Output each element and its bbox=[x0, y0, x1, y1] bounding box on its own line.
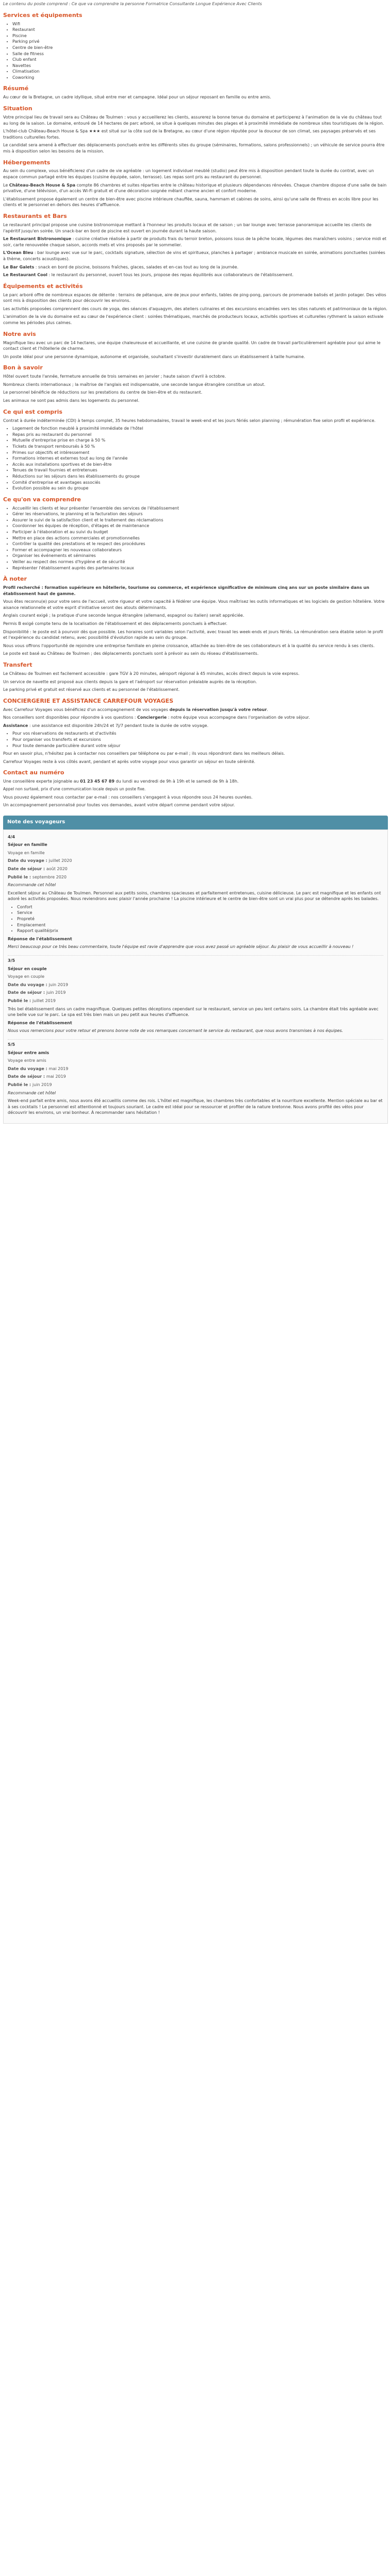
note-entry bbox=[8, 832, 383, 956]
mission-section bbox=[3, 496, 388, 571]
note-rating: 5/5 bbox=[8, 1042, 15, 1047]
note-value: juillet 2019 bbox=[32, 998, 56, 1003]
text-span: : cuisine créative réalisée à partir de produits frais du terroir breton, poissons issus de la pêche locale, légumes des maraîchers voisins ; service midi et soir, carte renouvelée chaque saison, accords mets et vins proposés par le sommelier. bbox=[3, 236, 387, 247]
review-text-1: Magnifique lieu avec un parc de 14 hectares, une équipe chaleureuse et accueillante, et une cuisine de grande qualité. Un cadre de travail particulièrement agréable pour qui aime le contact client et l'hôtellerie de charme. bbox=[3, 340, 381, 351]
situation-text-1: Votre principal lieu de travail sera au Château de Toulmen : vous y accueillerez les clients, assurerez la bonne tenue du domaine et participerez à l'animation de la vie du château tout au long de la saison. Le domaine, entouré de 14 hectares de parc arboré, se situe à quelques minutes des plages et à proximité immédiate de nombreux sites touristiques de la région. bbox=[3, 114, 384, 126]
note-text: Week-end parfait entre amis, nous avons été accueillis comme des rois. L'hôtel est magnifique, les chambres très confortables et la nourriture excellente. Mention spéciale au bar et à ses cocktails ! Le personnel est attentionné et toujours souriant. Le cadre est idéal pour se ressourcer et profiter de la nature bretonne. Nous avons profité des vélos pour découvrir les environs, un vrai bonheur. À recommander sans hésitation ! bbox=[8, 1098, 383, 1115]
note-reply-title: Réponse de l'établissement bbox=[8, 936, 72, 941]
equipment-section bbox=[3, 282, 388, 326]
list-item: • Navettes bbox=[12, 63, 388, 69]
text-emphasis: depuis la réservation jusqu'à votre retour bbox=[169, 707, 267, 712]
restaurants-text-2 bbox=[3, 236, 388, 248]
text-span: du lundi au vendredi de 9h à 19h et le samedi de 9h à 18h. bbox=[114, 779, 239, 784]
mission-list bbox=[3, 505, 388, 571]
notes-section bbox=[3, 816, 388, 1124]
note-label: Publié le : bbox=[8, 1082, 32, 1087]
concierge-text-2 bbox=[3, 715, 388, 721]
review-heading: Notre avis bbox=[3, 330, 36, 337]
note-title: Séjour en famille bbox=[8, 842, 47, 848]
list-item: • Formations internes et externes tout au long de l'année bbox=[12, 455, 388, 462]
summary-section bbox=[3, 84, 388, 100]
list-item: • Accueillir les clients et leur présenter l'ensemble des services de l'établissement bbox=[12, 505, 388, 512]
notes-body bbox=[3, 829, 388, 1124]
list-item: • Pour organiser vos transferts et excursions bbox=[12, 737, 388, 743]
list-item: • Pour toute demande particulière durant votre séjour bbox=[12, 743, 388, 749]
list-item: • Propreté bbox=[17, 916, 383, 922]
note-text: Très bel établissement dans un cadre magnifique. Quelques petites déceptions cependant sur le restaurant, service un peu lent certains soirs. La chambre était très agréable avec une belle vue sur le parc. Le spa est très bien mais un peu petit aux heures d'affluence. bbox=[8, 1006, 379, 1018]
note-reply-title: Réponse de l'établissement bbox=[8, 1020, 72, 1025]
housing-heading: Hébergements bbox=[3, 159, 51, 166]
restaurant-name: Le Restaurant Cool bbox=[3, 273, 47, 278]
mission-heading: Ce qu'on va comprendre bbox=[3, 496, 81, 503]
concierge-heading: CONCIERGERIE ET ASSISTANCE CARREFOUR VOYAGES bbox=[3, 697, 174, 704]
housing-section bbox=[3, 159, 388, 209]
list-item: • Pour vos réservations de restaurants et d'activités bbox=[12, 731, 388, 737]
list-item: • Gérer les réservations, le planning et la facturation des séjours bbox=[12, 511, 388, 517]
restaurants-heading: Restaurants et Bars bbox=[3, 213, 67, 219]
list-item: • Emplacement bbox=[17, 922, 383, 928]
text-span: compte 86 chambres et suites réparties entre le château historique et plusieurs dépendances rénovées. Chaque chambre dispose d'une salle de bain privative, d'une télévision, d'un accès Wi-Fi gratuit et d'une décoration soignée mêlant charme ancien et confort moderne. bbox=[3, 182, 387, 194]
note-rating: 4/4 bbox=[8, 834, 15, 839]
restaurant-name: Le Bar Galets bbox=[3, 264, 35, 269]
intro-text: Le contenu du poste comprend : Ce que va comprendre la personne Formatrice Consultante Longue Expérience Avec Clients bbox=[3, 2, 262, 6]
note-recommend: Recommande cet hôtel bbox=[8, 883, 56, 888]
concierge-text-5: Carrefour Voyages reste à vos côtés avant, pendant et après votre voyage pour vous garantir un séjour en toute sérénité. bbox=[3, 759, 255, 764]
list-item: • Piscine bbox=[12, 33, 388, 39]
profile-text-3: Anglais courant exigé ; la pratique d'une seconde langue étrangère (allemand, espagnol ou italien) serait appréciée. bbox=[3, 613, 245, 618]
services-heading: Services et équipements bbox=[3, 11, 83, 19]
note-trip-date bbox=[8, 982, 383, 988]
note-value: septembre 2020 bbox=[32, 874, 67, 879]
good-to-know-text-4: Les animaux ne sont pas admis dans les logements du personnel. bbox=[3, 398, 140, 403]
list-item: • Service bbox=[17, 910, 383, 916]
list-item: • Évolution possible au sein du groupe bbox=[12, 485, 388, 492]
included-heading: Ce qui est compris bbox=[3, 408, 62, 415]
list-item: • Tenues de travail fournies et entretenues bbox=[12, 467, 388, 473]
list-item: • Mutuelle d'entreprise prise en charge à 50 % bbox=[12, 437, 388, 444]
note-value: août 2020 bbox=[46, 866, 68, 871]
concierge-text-1 bbox=[3, 707, 388, 713]
good-to-know-text-2: Nombreux clients internationaux ; la maîtrise de l'anglais est indispensable, une seconde langue étrangère constitue un atout. bbox=[3, 382, 266, 387]
notes-banner: Note des voyageurs bbox=[3, 816, 388, 829]
equipment-text-3: L'animation de la vie du domaine est au cœur de l'expérience client : soirées thématiques, marchés de producteurs locaux, activités sportives et culturelles rythment la saison estivale comme les périodes plus calmes. bbox=[3, 314, 384, 325]
note-reply: Nous vous remercions pour votre retour et prenons bonne note de vos remarques concernant le service du restaurant, que nous avons transmises à nos équipes. bbox=[8, 1028, 344, 1033]
equipment-text-1: Le parc arboré offre de nombreux espaces de détente : terrains de pétanque, aire de jeux pour enfants, tables de ping-pong, parcours de promenade balisés et jardin potager. Des vélos sont mis à disposition des clients pour découvrir les environs. bbox=[3, 292, 386, 303]
list-item: • Organiser les événements et séminaires bbox=[12, 553, 388, 559]
profile-text-1: Profil recherché : formation supérieure en hôtellerie, tourisme ou commerce, et expérience significative de minimum cinq ans sur un poste similaire dans un établissement haut de gamme. bbox=[3, 585, 369, 596]
note-scores bbox=[8, 904, 383, 934]
concierge-text-3 bbox=[3, 723, 388, 729]
list-item: • Coworking bbox=[12, 75, 388, 81]
list-item: • Wifi bbox=[12, 21, 388, 27]
list-item: • Participer à l'élaboration et au suivi du budget bbox=[12, 529, 388, 535]
note-published bbox=[8, 874, 383, 880]
note-label: Date de séjour : bbox=[8, 990, 46, 995]
list-item: • Mettre en place des actions commerciales et promotionnelles bbox=[12, 535, 388, 541]
note-trip-date bbox=[8, 858, 383, 864]
contact-text-3: Vous pouvez également nous contacter par e-mail : nos conseillers s'engagent à vous répondre sous 24 heures ouvrées. bbox=[3, 794, 253, 800]
list-item: • Centre de bien-être bbox=[12, 45, 388, 51]
note-text: Excellent séjour au Château de Toulmen. Personnel aux petits soins, chambres spacieuses et parfaitement entretenues, cuisine délicieuse. Le parc est magnifique et les enfants ont adoré les activités proposées. Nous reviendrons avec plaisir l'année prochaine ! La piscine intérieure et le centre de bien-être sont un vrai plus pour se détendre après les balades. bbox=[8, 890, 381, 902]
text-span: Nos conseillers sont disponibles pour répondre à vos questions : bbox=[3, 715, 138, 720]
text-span: Une conseillère experte joignable au bbox=[3, 779, 80, 784]
text-span: L'hôtel-club Château-Beach House & Spa bbox=[3, 129, 89, 134]
note-value: juin 2019 bbox=[46, 990, 66, 995]
good-to-know-heading: Bon à savoir bbox=[3, 364, 43, 371]
star-rating: ★★★ bbox=[89, 129, 101, 134]
page bbox=[0, 0, 391, 1131]
profile-section bbox=[3, 575, 388, 657]
services-section bbox=[3, 11, 388, 81]
list-item: • Coordonner les équipes de réception, d'étages et de maintenance bbox=[12, 523, 388, 529]
restaurants-text-4 bbox=[3, 264, 388, 270]
text-span: : une assistance est disponible 24h/24 et 7j/7 pendant toute la durée de votre voyage. bbox=[28, 723, 208, 728]
review-section bbox=[3, 330, 388, 360]
note-title: Séjour entre amis bbox=[8, 1050, 50, 1055]
list-item: • Comité d'entreprise et avantages associés bbox=[12, 480, 388, 486]
concierge-list bbox=[3, 731, 388, 749]
summary-text: Au cœur de la Bretagne, un cadre idyllique, situé entre mer et campagne. Idéal pour un séjour reposant en famille ou entre amis. bbox=[3, 95, 271, 100]
list-item: • Contrôler la qualité des prestations et le respect des procédures bbox=[12, 541, 388, 547]
list-item: • Salle de fitness bbox=[12, 51, 388, 57]
note-stay-date bbox=[8, 990, 383, 996]
text-span: Le bbox=[3, 182, 9, 188]
review-text-2: Un poste idéal pour une personne dynamique, autonome et organisée, souhaitant s'investir durablement dans un établissement à taille humaine. bbox=[3, 354, 305, 359]
restaurants-section bbox=[3, 212, 388, 278]
included-section bbox=[3, 408, 388, 492]
transfer-text-2: Un service de navette est proposé aux clients depuis la gare et l'aéroport sur réservation préalable auprès de la réception. bbox=[3, 679, 257, 684]
list-item: • Rapport qualité/prix bbox=[17, 928, 383, 934]
note-value: juin 2019 bbox=[32, 1082, 52, 1087]
hotel-name: Château-Beach House & Spa bbox=[9, 182, 76, 188]
note-traveler: Voyage entre amis bbox=[8, 1058, 46, 1063]
restaurant-name: L'Ocean Bleu bbox=[3, 250, 34, 256]
housing-text-3: L'établissement propose également un centre de bien-être avec piscine intérieure chauffée, sauna, hammam et cabines de soins, ainsi qu'une salle de fitness en accès libre pour les clients et le personnel en dehors des heures d'affluence. bbox=[3, 196, 379, 208]
note-recommend: Recommande cet hôtel bbox=[8, 1090, 56, 1095]
restaurants-text-3 bbox=[3, 250, 388, 262]
good-to-know-text-1: Hôtel ouvert toute l'année, fermeture annuelle de trois semaines en janvier ; haute saison d'avril à octobre. bbox=[3, 374, 226, 379]
note-label: Date du voyage : bbox=[8, 982, 49, 987]
contact-heading: Contact au numéro bbox=[3, 769, 64, 776]
housing-text-1: Au sein du complexe, vous bénéficierez d'un cadre de vie agréable : un logement individuel meublé (studio) peut être mis à disposition pendant toute la durée du contrat, avec un espace commun partagé entre les équipes (cuisine équipée, salon, terrasse). Les repas sont pris au restaurant du personnel. bbox=[3, 168, 374, 180]
list-item: • Former et accompagner les nouveaux collaborateurs bbox=[12, 547, 388, 553]
note-value: mai 2019 bbox=[46, 1074, 66, 1079]
situation-heading: Situation bbox=[3, 105, 32, 112]
list-item: • Climatisation bbox=[12, 69, 388, 75]
text-emphasis: Conciergerie bbox=[137, 715, 167, 720]
note-label: Date du voyage : bbox=[8, 1066, 49, 1071]
note-label: Date de séjour : bbox=[8, 866, 46, 871]
included-list bbox=[3, 426, 388, 492]
profile-text-7: Le poste est basé au Château de Toulmen ; des déplacements ponctuels sont à prévoir au sein du réseau d'établissements. bbox=[3, 651, 259, 656]
note-traveler: Voyage en famille bbox=[8, 850, 45, 855]
note-published bbox=[8, 1082, 383, 1088]
note-stay-date bbox=[8, 866, 383, 872]
profile-heading: À noter bbox=[3, 575, 27, 583]
list-item: • Primes sur objectifs et intéressement bbox=[12, 450, 388, 456]
note-label: Publié le : bbox=[8, 998, 32, 1003]
note-stay-date bbox=[8, 1074, 383, 1080]
note-label: Date du voyage : bbox=[8, 858, 49, 863]
situation-text-2 bbox=[3, 128, 388, 140]
included-text: Contrat à durée indéterminée (CDI) à temps complet, 35 heures hebdomadaires, travail le week-end et les jours fériés selon planning ; rémunération fixe selon profil et expérience. bbox=[3, 418, 376, 423]
good-to-know-section bbox=[3, 364, 388, 403]
concierge-text-4: Pour en savoir plus, n'hésitez pas à contacter nos conseillers par téléphone ou par e-mail ; ils vous répondront dans les meilleurs délais. bbox=[3, 751, 285, 756]
situation-section bbox=[3, 105, 388, 155]
good-to-know-text-3: Le personnel bénéficie de réductions sur les prestations du centre de bien-être et du restaurant. bbox=[3, 390, 203, 395]
list-item: • Assurer le suivi de la satisfaction client et le traitement des réclamations bbox=[12, 517, 388, 523]
list-item: • Logement de fonction meublé à proximité immédiate de l'hôtel bbox=[12, 426, 388, 432]
note-value: juin 2019 bbox=[48, 982, 69, 987]
contact-text-2: Appel non surtaxé, prix d'une communication locale depuis un poste fixe. bbox=[3, 786, 146, 791]
transfer-text-3: Le parking privé et gratuit est réservé aux clients et au personnel de l'établissement. bbox=[3, 687, 180, 692]
list-item: • Restaurant bbox=[12, 27, 388, 33]
profile-text-6: Nous vous offrons l'opportunité de rejoindre une entreprise familiale en pleine croissance, attachée au bien-être de ses collaborateurs et à la qualité du service rendu à ses clients. bbox=[3, 643, 375, 648]
transfer-text-1: Le Château de Toulmen est facilement accessible : gare TGV à 20 minutes, aéroport régional à 45 minutes, accès direct depuis la voie express. bbox=[3, 671, 300, 676]
note-entry bbox=[8, 956, 383, 1040]
text-span: : le restaurant du personnel, ouvert tous les jours, propose des repas équilibrés aux collaborateurs de l'établissement. bbox=[47, 273, 294, 278]
text-span: . bbox=[267, 707, 268, 712]
text-span: Avec Carrefour Voyages vous bénéficiez d'un accompagnement de vos voyages bbox=[3, 707, 170, 712]
list-item: • Réductions sur les séjours dans les établissements du groupe bbox=[12, 473, 388, 480]
list-item: • Confort bbox=[17, 904, 383, 910]
transfer-section bbox=[3, 661, 388, 693]
text-span: est situé sur la côte sud de la Bretagne, au cœur d'une région réputée pour la douceur de son climat, ses paysages préservés et ses traditions culturelles fortes. bbox=[3, 129, 376, 140]
transfer-heading: Transfert bbox=[3, 662, 32, 669]
services-list bbox=[3, 21, 388, 81]
equipment-text-2: Les activités proposées comprennent des cours de yoga, des séances d'aquagym, des ateliers culinaires et des excursions encadrées vers les sites naturels et patrimoniaux de la région. bbox=[3, 306, 387, 311]
note-trip-date bbox=[8, 1066, 383, 1072]
note-reply: Merci beaucoup pour ce très beau commentaire, toute l'équipe est ravie d'apprendre que vous avez passé un agréable séjour. Au plaisir de vous accueillir à nouveau ! bbox=[8, 944, 354, 950]
contact-text-4: Un accompagnement personnalisé pour toutes vos demandes, avant votre départ comme pendant votre séjour. bbox=[3, 803, 235, 808]
profile-text-2: Vous êtes reconnu(e) pour votre sens de l'accueil, votre rigueur et votre capacité à fédérer une équipe. Vous maîtrisez les outils informatiques et les logiciels de gestion hôtelière. Votre aisance relationnelle et votre esprit d'initiative seront des atouts déterminants. bbox=[3, 599, 385, 610]
note-traveler: Voyage en couple bbox=[8, 974, 45, 979]
note-entry bbox=[8, 1040, 383, 1121]
phone-number[interactable]: 01 23 45 67 89 bbox=[80, 779, 115, 784]
text-emphasis: Assistance bbox=[3, 723, 28, 728]
text-span: : bar lounge avec vue sur le parc, cocktails signature, sélection de vins et spiritueux, planches à partager ; ambiance musicale en soirée, animations ponctuelles (soirées à thème, concerts acoustiques). bbox=[3, 250, 385, 261]
note-title: Séjour en couple bbox=[8, 966, 47, 971]
concierge-section bbox=[3, 697, 388, 808]
text-span: : snack en bord de piscine, boissons fraîches, glaces, salades et en-cas tout au long de la journée. bbox=[34, 264, 239, 269]
list-item: • Club enfant bbox=[12, 57, 388, 63]
list-item: • Représenter l'établissement auprès des partenaires locaux bbox=[12, 565, 388, 571]
note-value: mai 2019 bbox=[48, 1066, 69, 1071]
note-label: Publié le : bbox=[8, 874, 32, 879]
note-value: juillet 2020 bbox=[48, 858, 72, 863]
list-item: • Tickets de transport remboursés à 50 % bbox=[12, 444, 388, 450]
list-item: • Parking privé bbox=[12, 39, 388, 45]
equipment-heading: Équipements et activités bbox=[3, 282, 83, 290]
list-item: • Accès aux installations sportives et de bien-être bbox=[12, 462, 388, 468]
note-published bbox=[8, 998, 383, 1004]
restaurants-text-5 bbox=[3, 272, 388, 278]
summary-heading: Résumé bbox=[3, 85, 29, 92]
profile-text-4: Permis B exigé compte tenu de la localisation de l'établissement et des déplacements ponctuels à effectuer. bbox=[3, 621, 227, 626]
housing-text-2 bbox=[3, 182, 388, 194]
list-item: • Repas pris au restaurant du personnel bbox=[12, 432, 388, 438]
text-span: : notre équipe vous accompagne dans l'organisation de votre séjour. bbox=[167, 715, 310, 720]
restaurants-text-1: Le restaurant principal propose une cuisine bistronomique mettant à l'honneur les produits locaux et de saison ; un bar lounge avec terrasse panoramique accueille les clients de l'apéritif jusqu'en soirée. Un snack-bar en bord de piscine est ouvert en journée durant la haute saison. bbox=[3, 222, 372, 233]
contact-text-1 bbox=[3, 778, 388, 785]
list-item: • Veiller au respect des normes d'hygiène et de sécurité bbox=[12, 559, 388, 565]
note-label: Date de séjour : bbox=[8, 1074, 46, 1079]
note-rating: 3/5 bbox=[8, 958, 15, 963]
situation-text-3: Le candidat sera amené à effectuer des déplacements ponctuels entre les différents sites du groupe (séminaires, formations, salons professionnels) ; un véhicule de service pourra être mis à disposition selon les besoins de la mission. bbox=[3, 143, 385, 154]
restaurant-name: Le Restaurant Bistronomique bbox=[3, 236, 72, 242]
profile-text-5: Disponibilité : le poste est à pourvoir dès que possible. Les horaires sont variables selon l'activité, avec travail les week-ends et jours fériés. La rémunération sera établie selon le profil et l'expérience du candidat retenu, avec possibilité d'évolution rapide au sein du groupe. bbox=[3, 629, 383, 640]
